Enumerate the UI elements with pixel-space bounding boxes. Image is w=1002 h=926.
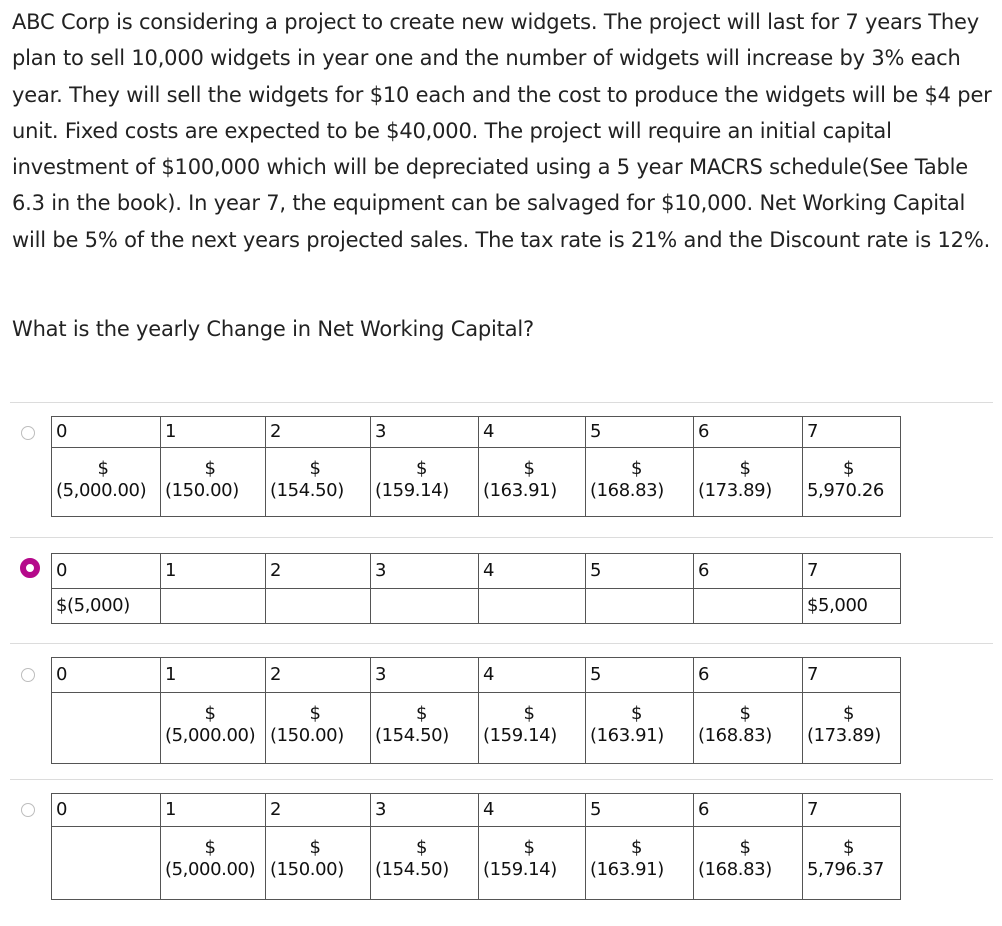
header-cell: 7 (803, 417, 901, 448)
value-text: 5,796.37 (807, 859, 884, 880)
option-divider (10, 402, 993, 403)
header-cell: 1 (161, 554, 266, 589)
value-text: (163.91) (483, 480, 557, 501)
header-cell: 0 (52, 554, 161, 589)
value-text: (173.89) (698, 480, 772, 501)
option-b-table (51, 553, 901, 624)
dollar-sign: $ (309, 703, 321, 724)
value-cell (803, 448, 901, 517)
dollar-sign: $ (309, 458, 321, 479)
value-cell (266, 589, 371, 624)
option-a-radio[interactable] (21, 426, 35, 440)
dollar-sign: $ (842, 458, 855, 479)
header-cell: 6 (694, 417, 803, 448)
value-cell (586, 827, 694, 900)
header-cell: 3 (371, 554, 479, 589)
header-cell: 2 (266, 658, 371, 693)
value-text: (150.00) (270, 859, 344, 880)
dollar-sign: $ (204, 703, 216, 724)
value-cell (586, 693, 694, 764)
header-cell: 7 (803, 554, 901, 589)
value-text: (5,000.00) (56, 480, 147, 501)
header-cell: 4 (479, 658, 586, 693)
option-c-table (51, 657, 901, 764)
option-c-radio[interactable] (21, 668, 35, 682)
header-cell: 0 (52, 417, 161, 448)
value-cell (479, 589, 586, 624)
dollar-sign: $ (523, 703, 535, 724)
header-cell: 2 (266, 417, 371, 448)
table-value-row (52, 448, 901, 517)
option-divider (10, 537, 993, 538)
dollar-sign: $ (523, 458, 535, 479)
header-cell: 7 (803, 794, 901, 827)
value-cell (266, 448, 371, 517)
dollar-sign: $ (739, 458, 751, 479)
value-cell (479, 448, 586, 517)
value-text: (159.14) (483, 725, 557, 746)
header-cell: 4 (479, 417, 586, 448)
dollar-sign: $ (739, 703, 751, 724)
option-divider (10, 643, 993, 644)
value-text: (5,000.00) (165, 859, 256, 880)
value-cell (694, 693, 803, 764)
dollar-sign: $ (97, 458, 109, 479)
header-cell: 1 (161, 417, 266, 448)
header-cell: 5 (586, 658, 694, 693)
header-cell: 2 (266, 554, 371, 589)
value-text: (168.83) (698, 725, 772, 746)
dollar-sign: $ (842, 703, 855, 724)
header-cell: 3 (371, 417, 479, 448)
value-cell (694, 589, 803, 624)
value-text: (150.00) (270, 725, 344, 746)
value-cell: $(5,000) (52, 589, 161, 624)
dollar-sign: $ (842, 837, 855, 858)
value-text: (168.83) (590, 480, 664, 501)
header-cell: 5 (586, 794, 694, 827)
value-cell (479, 827, 586, 900)
dollar-sign: $ (630, 458, 643, 479)
dollar-sign: $ (309, 837, 321, 858)
value-cell (161, 693, 266, 764)
value-cell (694, 448, 803, 517)
value-text: (154.50) (375, 859, 449, 880)
header-cell: 0 (52, 658, 161, 693)
value-cell (371, 589, 479, 624)
option-b-radio[interactable] (20, 558, 40, 578)
value-cell (266, 827, 371, 900)
value-cell (371, 448, 479, 517)
value-cell (803, 827, 901, 900)
value-text: (159.14) (483, 859, 557, 880)
header-cell: 1 (161, 658, 266, 693)
header-cell: 3 (371, 794, 479, 827)
option-d-radio[interactable] (21, 803, 35, 817)
value-cell (52, 693, 161, 764)
header-cell: 3 (371, 658, 479, 693)
header-cell: 4 (479, 794, 586, 827)
value-cell: $5,000 (803, 589, 901, 624)
dollar-sign: $ (630, 837, 643, 858)
value-cell (586, 448, 694, 517)
value-cell (266, 693, 371, 764)
value-cell (803, 693, 901, 764)
value-cell (694, 827, 803, 900)
dollar-sign: $ (415, 837, 428, 858)
dollar-sign: $ (204, 458, 216, 479)
question-prompt: What is the yearly Change in Net Working Capital? (12, 317, 534, 341)
header-cell: 6 (694, 794, 803, 827)
value-text: 5,970.26 (807, 480, 884, 501)
value-cell (161, 589, 266, 624)
table-value-row (52, 827, 901, 900)
header-cell: 7 (803, 658, 901, 693)
header-cell: 5 (586, 554, 694, 589)
value-text: (163.91) (590, 725, 664, 746)
table-header-row (52, 794, 901, 827)
header-cell: 2 (266, 794, 371, 827)
value-cell (52, 448, 161, 517)
dollar-sign: $ (415, 458, 428, 479)
value-text: (168.83) (698, 859, 772, 880)
value-text: (154.50) (375, 725, 449, 746)
value-cell (52, 827, 161, 900)
table-header-row (52, 658, 901, 693)
dollar-sign: $ (415, 703, 428, 724)
header-cell: 4 (479, 554, 586, 589)
value-cell (586, 589, 694, 624)
header-cell: 0 (52, 794, 161, 827)
header-cell: 6 (694, 658, 803, 693)
value-text: (159.14) (375, 480, 449, 501)
header-cell: 1 (161, 794, 266, 827)
value-text: (163.91) (590, 859, 664, 880)
value-cell (479, 693, 586, 764)
option-a-table (51, 416, 901, 517)
option-divider (10, 779, 993, 780)
header-cell: 6 (694, 554, 803, 589)
value-cell (161, 448, 266, 517)
option-d-table (51, 793, 901, 900)
value-text: (173.89) (807, 725, 881, 746)
table-header-row (52, 554, 901, 589)
header-cell: 5 (586, 417, 694, 448)
dollar-sign: $ (204, 837, 216, 858)
value-cell (371, 827, 479, 900)
dollar-sign: $ (739, 837, 751, 858)
dollar-sign: $ (630, 703, 643, 724)
table-value-row (52, 693, 901, 764)
question-text: ABC Corp is considering a project to create new widgets. The project will last for 7 years They plan to sell 10,000 widgets in year one and the number of widgets will increase by 3% each year. They will sell the widgets for $10 each and the cost to produce the widgets will be $4 per unit. Fixed costs are expected to be $40,000. The project will require an initial capital investment of $100,000 which will be depreciated using a 5 year MACRS schedule(See Table 6.3 in the book). In year 7, the equipment can be salvaged for $10,000. Net Working Capital will be 5% of the next years projected sales. The tax rate is 21% and the Discount rate is 12%. (12, 10, 992, 252)
table-value-row (52, 589, 901, 624)
table-header-row (52, 417, 901, 448)
dollar-sign: $ (523, 837, 535, 858)
value-text: (154.50) (270, 480, 344, 501)
value-cell (161, 827, 266, 900)
value-text: (150.00) (165, 480, 239, 501)
value-cell (371, 693, 479, 764)
value-text: (5,000.00) (165, 725, 256, 746)
